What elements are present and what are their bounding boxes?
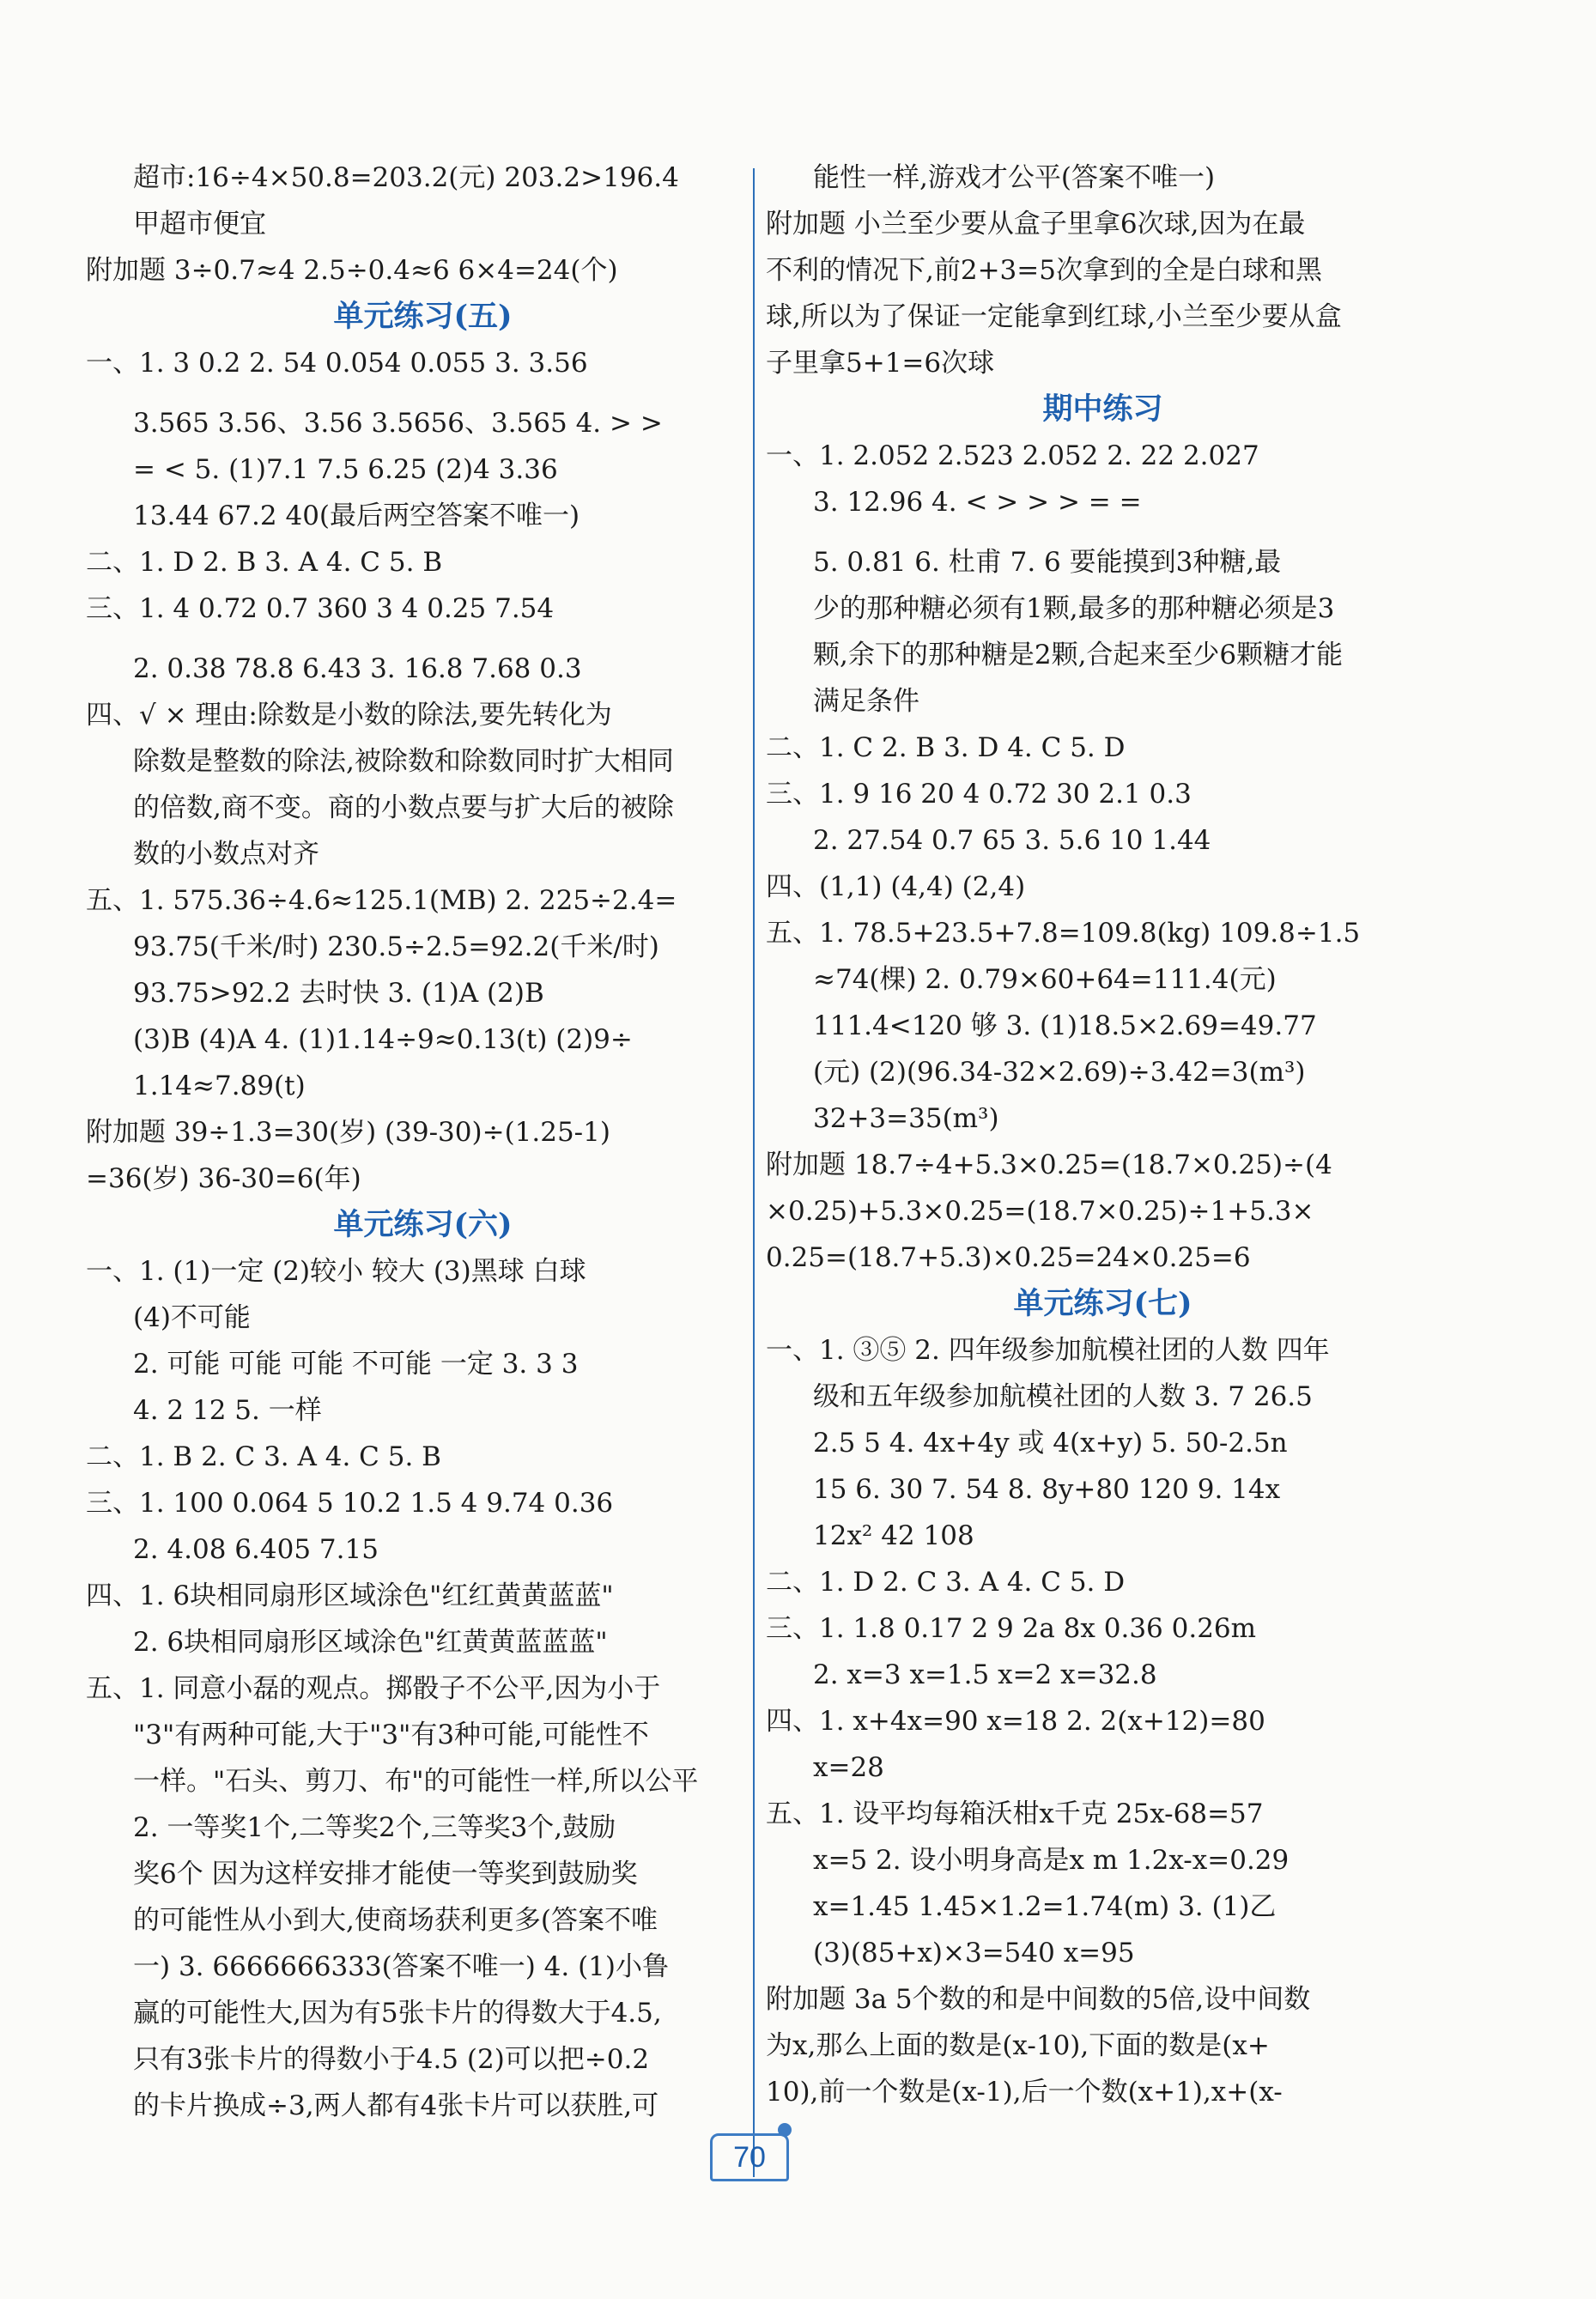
answer-line: 不利的情况下,前2+3=5次拿到的全是白球和黑 xyxy=(766,255,1322,286)
answer-line: 满足条件 xyxy=(813,686,919,717)
answer-line: 球,所以为了保证一定能拿到红球,小兰至少要从盒 xyxy=(766,301,1342,332)
answer-line: 三、1. 1.8 0.17 2 9 2a 8x 0.36 0.26m xyxy=(766,1613,1257,1644)
section-title-unit-7: 单元练习(七) xyxy=(1013,1286,1192,1321)
answer-line: 五、1. 78.5+23.5+7.8=109.8(kg) 109.8÷1.5 xyxy=(766,918,1361,949)
answer-line: 的倍数,商不变。商的小数点要与扩大后的被除 xyxy=(133,792,674,823)
answer-line: 二、1. B 2. C 3. A 4. C 5. B xyxy=(86,1441,441,1472)
answer-line: (4)不可能 xyxy=(133,1302,251,1333)
answer-line: 能性一样,游戏才公平(答案不唯一) xyxy=(813,162,1216,193)
answer-line: 除数是整数的除法,被除数和除数同时扩大相同 xyxy=(133,746,674,777)
section-title-midterm: 期中练习 xyxy=(1042,391,1163,427)
answer-line: 一样。"石头、剪刀、布"的可能性一样,所以公平 xyxy=(133,1766,699,1797)
answer-line: ×0.25)+5.3×0.25=(18.7×0.25)÷1+5.3× xyxy=(766,1196,1314,1227)
answer-line: 10),前一个数是(x-1),后一个数(x+1),x+(x- xyxy=(766,2077,1283,2108)
answer-line: 2. 6块相同扇形区域涂色"红黄黄蓝蓝蓝" xyxy=(133,1627,608,1658)
answer-line: 15 6. 30 7. 54 8. 8y+80 120 9. 14x xyxy=(813,1474,1281,1505)
answer-line: x=5 2. 设小明身高是x m 1.2x-x=0.29 xyxy=(813,1845,1290,1876)
answer-line: 的卡片换成÷3,两人都有4张卡片可以获胜,可 xyxy=(133,2090,659,2121)
answer-line: 93.75(千米/时) 230.5÷2.5=92.2(千米/时) xyxy=(133,931,659,962)
answer-line: 附加题 39÷1.3=30(岁) (39-30)÷(1.25-1) xyxy=(86,1117,610,1148)
answer-line: 2. x=3 x=1.5 x=2 x=32.8 xyxy=(813,1659,1157,1690)
right-column xyxy=(766,155,1440,2115)
answer-line: 甲超市便宜 xyxy=(133,209,266,240)
answer-line: 一、1. 3 0.2 2. 54 0.054 0.055 3. 3.56 xyxy=(86,348,588,379)
answer-line: 数的小数点对齐 xyxy=(133,839,319,870)
answer-line: 只有3张卡片的得数小于4.5 (2)可以把÷0.2 xyxy=(133,2044,650,2075)
answer-line: 93.75>92.2 去时快 3. (1)A (2)B xyxy=(133,978,544,1009)
answer-line: 五、1. 575.36÷4.6≈125.1(MB) 2. 225÷2.4= xyxy=(86,885,677,916)
answer-line: 一、1. (1)一定 (2)较小 较大 (3)黑球 白球 xyxy=(86,1256,586,1287)
answer-line: 超市:16÷4×50.8=203.2(元) 203.2>196.4 xyxy=(133,162,679,193)
answer-line: 二、1. D 2. C 3. A 4. C 5. D xyxy=(766,1567,1126,1598)
answer-line: 一) 3. 6666666333(答案不唯一) 4. (1)小鲁 xyxy=(133,1951,669,1982)
answer-line: 2. 一等奖1个,二等奖2个,三等奖3个,鼓励 xyxy=(133,1812,616,1843)
answer-line: 2. 4.08 6.405 7.15 xyxy=(133,1534,379,1565)
answer-line: 0.25=(18.7+5.3)×0.25=24×0.25=6 xyxy=(766,1242,1251,1273)
answer-line: 级和五年级参加航模社团的人数 3. 7 26.5 xyxy=(813,1381,1313,1412)
answer-line: 三、1. 9 16 20 4 0.72 30 2.1 0.3 xyxy=(766,779,1192,810)
answer-line: 四、(1,1) (4,4) (2,4) xyxy=(766,871,1026,902)
answer-line: 3. 12.96 4. < > > > = = xyxy=(813,487,1142,518)
answer-line: 4. 2 12 5. 一样 xyxy=(133,1395,322,1426)
answer-line: 子里拿5+1=6次球 xyxy=(766,348,995,379)
answer-line: 附加题 18.7÷4+5.3×0.25=(18.7×0.25)÷(4 xyxy=(766,1150,1332,1180)
answer-line: 三、1. 4 0.72 0.7 360 3 4 0.25 7.54 xyxy=(86,593,555,624)
answer-line: 少的那种糖必须有1颗,最多的那种糖必须是3 xyxy=(813,593,1335,624)
answer-line: 四、√ × 理由:除数是小数的除法,要先转化为 xyxy=(86,700,612,731)
answer-line: 一、1. 2.052 2.523 2.052 2. 22 2.027 xyxy=(766,440,1259,471)
page-number: 70 xyxy=(710,2133,789,2181)
answer-line: 附加题 小兰至少要从盒子里拿6次球,因为在最 xyxy=(766,209,1306,240)
answer-line: 三、1. 100 0.064 5 10.2 1.5 4 9.74 0.36 xyxy=(86,1488,614,1519)
answer-line: 颗,余下的那种糖是2颗,合起来至少6颗糖才能 xyxy=(813,640,1344,670)
answer-line: 一、1. ③⑤ 2. 四年级参加航模社团的人数 四年 xyxy=(766,1335,1330,1366)
answer-line: 为x,那么上面的数是(x-10),下面的数是(x+ xyxy=(766,2030,1270,2061)
answer-line: 附加题 3a 5个数的和是中间数的5倍,设中间数 xyxy=(766,1984,1311,2015)
answer-line: 二、1. C 2. B 3. D 4. C 5. D xyxy=(766,732,1126,763)
answer-line: 3.565 3.56、3.56 3.5656、3.565 4. > > xyxy=(133,408,663,439)
section-title-unit-5: 单元练习(五) xyxy=(333,299,513,334)
answer-line: = < 5. (1)7.1 7.5 6.25 (2)4 3.36 xyxy=(133,454,558,485)
answer-line: (元) (2)(96.34-32×2.69)÷3.42=3(m³) xyxy=(813,1057,1306,1088)
answer-line: 13.44 67.2 40(最后两空答案不唯一) xyxy=(133,500,580,531)
answer-line: 2. 0.38 78.8 6.43 3. 16.8 7.68 0.3 xyxy=(133,653,582,684)
answer-line: 12x² 42 108 xyxy=(813,1520,974,1551)
answer-line: (3)B (4)A 4. (1)1.14÷9≈0.13(t) (2)9÷ xyxy=(133,1024,633,1055)
answer-line: 2. 可能 可能 可能 不可能 一定 3. 3 3 xyxy=(133,1349,579,1380)
section-title-unit-6: 单元练习(六) xyxy=(333,1207,513,1242)
answer-line: 四、1. x+4x=90 x=18 2. 2(x+12)=80 xyxy=(766,1706,1265,1737)
answer-line: 五、1. 设平均每箱沃柑x千克 25x-68=57 xyxy=(766,1799,1264,1829)
answer-line: 的可能性从小到大,使商场获利更多(答案不唯 xyxy=(133,1905,658,1936)
answer-line: 赢的可能性大,因为有5张卡片的得数大于4.5, xyxy=(133,1998,662,2029)
answer-line: x=1.45 1.45×1.2=1.74(m) 3. (1)乙 xyxy=(813,1891,1277,1922)
answer-line: =36(岁) 36-30=6(年) xyxy=(86,1163,361,1194)
answer-line: 5. 0.81 6. 杜甫 7. 6 要能摸到3种糖,最 xyxy=(813,547,1282,578)
answer-line: 2.5 5 4. 4x+4y 或 4(x+y) 5. 50-2.5n xyxy=(813,1428,1288,1459)
answer-line: 附加题 3÷0.7≈4 2.5÷0.4≈6 6×4=24(个) xyxy=(86,255,618,286)
answer-line: 32+3=35(m³) xyxy=(813,1103,999,1134)
answer-line: "3"有两种可能,大于"3"有3种可能,可能性不 xyxy=(133,1720,649,1750)
answer-line: 二、1. D 2. B 3. A 4. C 5. B xyxy=(86,547,443,578)
answer-line: x=28 xyxy=(813,1752,884,1783)
answer-line: 111.4<120 够 3. (1)18.5×2.69=49.77 xyxy=(813,1010,1317,1041)
answer-line: (3)(85+x)×3=540 x=95 xyxy=(813,1938,1135,1968)
answer-line: 四、1. 6块相同扇形区域涂色"红红黄黄蓝蓝" xyxy=(86,1580,614,1611)
answer-line: ≈74(棵) 2. 0.79×60+64=111.4(元) xyxy=(813,964,1277,995)
answer-line: 奖6个 因为这样安排才能使一等奖到鼓励奖 xyxy=(133,1859,638,1890)
left-column xyxy=(86,155,760,2129)
answer-line: 2. 27.54 0.7 65 3. 5.6 10 1.44 xyxy=(813,825,1211,856)
answer-line: 五、1. 同意小磊的观点。掷骰子不公平,因为小于 xyxy=(86,1673,661,1704)
answer-line: 1.14≈7.89(t) xyxy=(133,1071,306,1101)
